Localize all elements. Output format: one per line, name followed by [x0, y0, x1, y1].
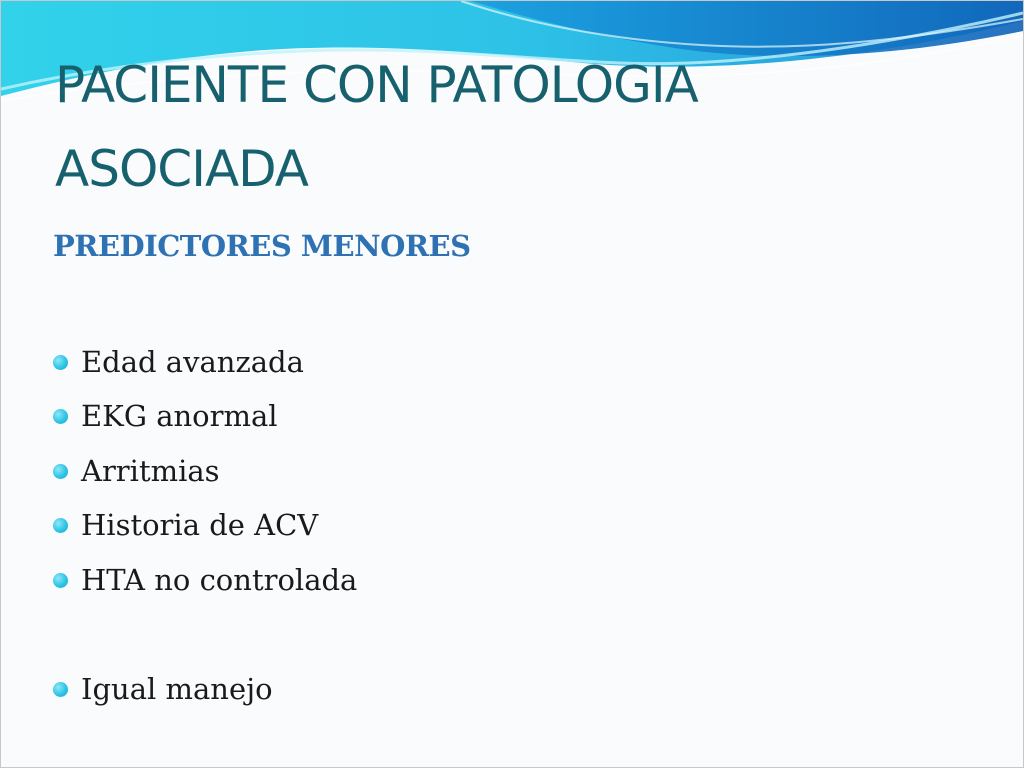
list-item	[53, 396, 278, 436]
slide-subtitle: PREDICTORES MENORES	[53, 229, 471, 263]
list-item	[53, 505, 318, 545]
list-item	[53, 342, 304, 382]
list-item	[53, 669, 273, 709]
list-item	[53, 451, 220, 491]
list-item	[53, 560, 357, 600]
list-item-text: EKG anormal	[81, 399, 278, 433]
bullet-dot-icon	[53, 573, 68, 588]
bullet-dot-icon	[53, 682, 68, 697]
bullet-dot-icon	[53, 355, 68, 370]
list-item-text: Arritmias	[81, 454, 220, 488]
list-item-text: HTA no controlada	[81, 563, 358, 597]
bullet-dot-icon	[53, 409, 68, 424]
slide-title: PACIENTE CON PATOLOGIA ASOCIADA	[55, 56, 698, 198]
bullet-dot-icon	[53, 464, 68, 479]
list-item-text: Edad avanzada	[81, 345, 304, 379]
list-item-text: Igual manejo	[81, 672, 273, 706]
bullet-dot-icon	[53, 518, 68, 533]
list-item-text: Historia de ACV	[81, 508, 319, 542]
